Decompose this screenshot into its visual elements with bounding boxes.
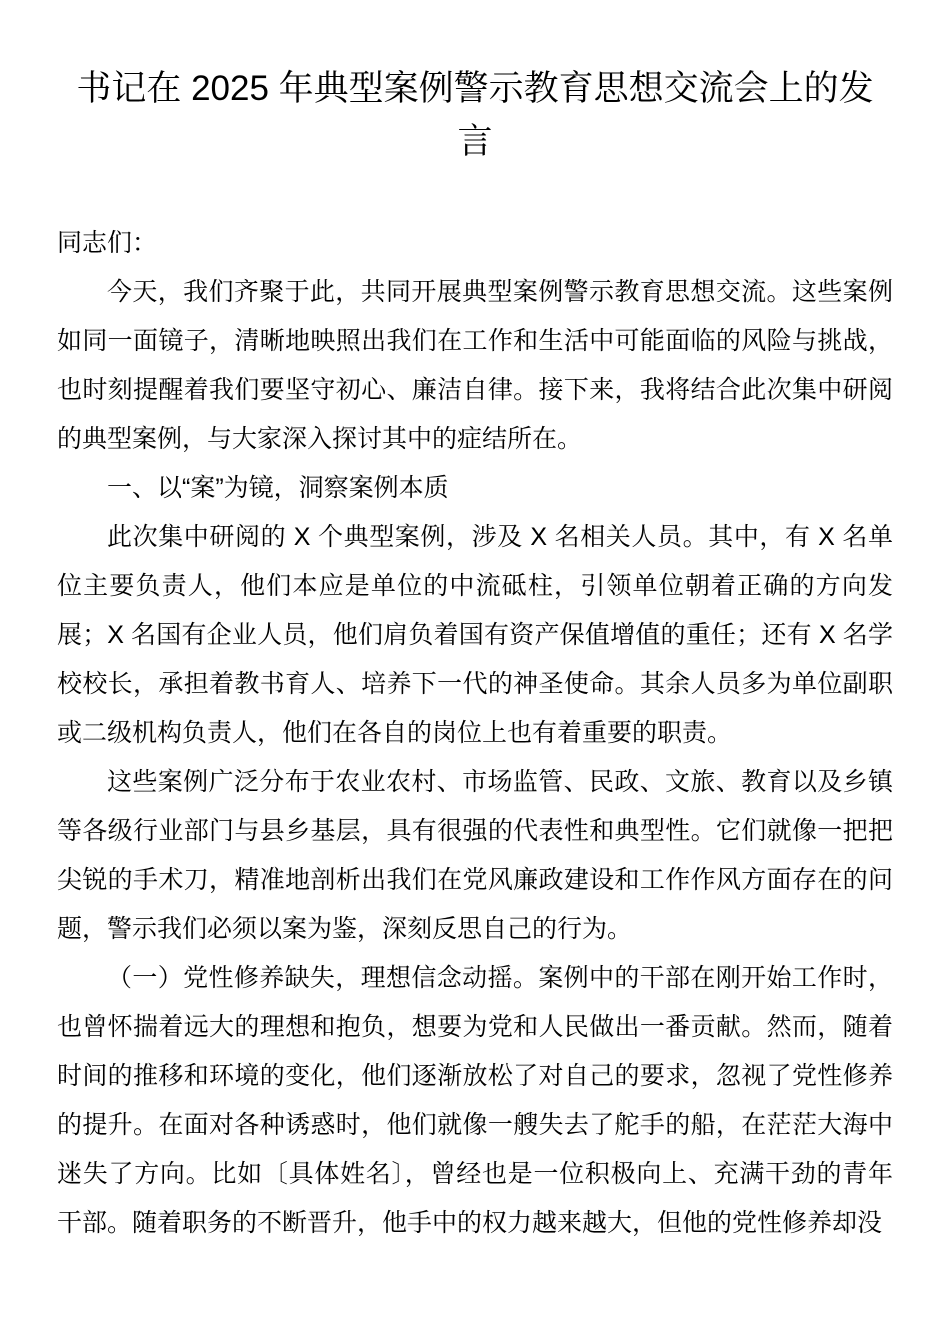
paragraph-case-overview: 此次集中研阅的 X 个典型案例，涉及 X 名相关人员。其中，有 X 名单位主要负责人，他们本应是单位的中流砥柱，引领单位朝着正确的方向发展；X 名国有企业人员，他们肩负着国有资产保值增值的重任；还有 X 名学校校长，承担着教书育人、培养下一代的神圣使命。其余人员多为单位副职或二级机构负责人，他们在各自的岗位上也有着重要的职责。 [57, 523, 893, 747]
document-title: 书记在 2025 年典型案例警示教育思想交流会上的发言 [76, 69, 874, 161]
section-heading-1: 一、以“案”为镜，洞察案例本质 [107, 474, 449, 502]
paragraph-case-distribution: 这些案例广泛分布于农业农村、市场监管、民政、文旅、教育以及乡镇等各级行业部门与县乡基层，具有很强的代表性和典型性。它们就像一把把尖锐的手术刀，精准地剖析出我们在党风廉政建设和工作作风方面存在的问题，警示我们必须以案为鉴，深刻反思自己的行为。 [57, 768, 893, 943]
paragraph-opening: 今天，我们齐聚于此，共同开展典型案例警示教育思想交流。这些案例如同一面镜子，清晰地映照出我们在工作和生活中可能面临的风险与挑战，也时刻提醒着我们要坚守初心、廉洁自律。接下来，我将结合此次集中研阅的典型案例，与大家深入探讨其中的症结所在。 [57, 278, 893, 453]
paragraph-party-spirit-lapse: （一）党性修养缺失，理想信念动摇。案例中的干部在刚开始工作时，也曾怀揣着远大的理想和抱负，想要为党和人民做出一番贡献。然而，随着时间的推移和环境的变化，他们逐渐放松了对自己的要求，忽视了党性修养的提升。在面对各种诱惑时，他们就像一艘失去了舵手的船，在茫茫大海中迷失了方向。比如〔具体姓名〕，曾经也是一位积极向上、充满干劲的青年干部。随着职务的不断晋升，他手中的权力越来越大，但他的党性修养却没 [57, 964, 893, 1237]
salutation-line: 同志们： [57, 229, 158, 257]
